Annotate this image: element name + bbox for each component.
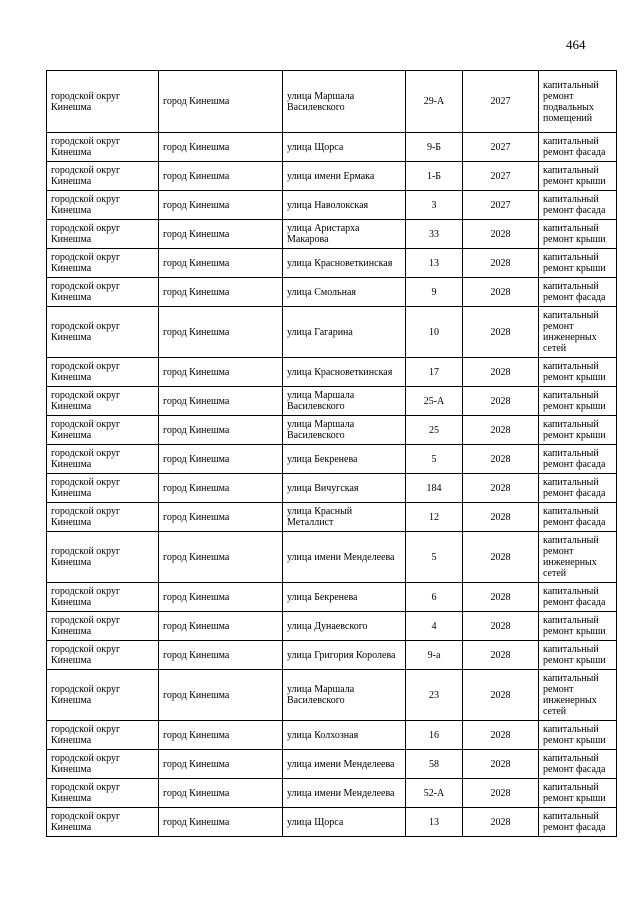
street-cell: улица Щорса [283, 133, 406, 162]
settlement-cell: город Кинешма [159, 503, 283, 532]
work-type-cell: капитальный ремонт крыши [539, 612, 617, 641]
street-cell: улица Наволокская [283, 191, 406, 220]
street-cell: улица Колхозная [283, 721, 406, 750]
work-type-cell: капитальный ремонт фасада [539, 503, 617, 532]
settlement-cell: город Кинешма [159, 641, 283, 670]
house-cell: 13 [406, 249, 463, 278]
street-cell: улица Маршала Василевского [283, 71, 406, 133]
district-cell: городской округ Кинешма [47, 445, 159, 474]
table-row [47, 416, 617, 445]
settlement-cell: город Кинешма [159, 416, 283, 445]
house-cell: 9-а [406, 641, 463, 670]
work-type-cell: капитальный ремонт крыши [539, 220, 617, 249]
work-type-cell: капитальный ремонт крыши [539, 162, 617, 191]
house-cell: 5 [406, 445, 463, 474]
district-cell: городской округ Кинешма [47, 532, 159, 583]
table-row [47, 474, 617, 503]
work-type-cell: капитальный ремонт фасада [539, 808, 617, 837]
district-cell: городской округ Кинешма [47, 612, 159, 641]
table-row [47, 750, 617, 779]
work-type-cell: капитальный ремонт фасада [539, 583, 617, 612]
street-cell: улица Бекренева [283, 583, 406, 612]
year-cell: 2028 [463, 670, 539, 721]
year-cell: 2028 [463, 612, 539, 641]
table-row [47, 220, 617, 249]
street-cell: улица Вичугская [283, 474, 406, 503]
house-cell: 17 [406, 358, 463, 387]
house-cell: 33 [406, 220, 463, 249]
district-cell: городской округ Кинешма [47, 779, 159, 808]
work-type-cell: капитальный ремонт крыши [539, 779, 617, 808]
table-row [47, 191, 617, 220]
table-row [47, 71, 617, 133]
street-cell: улица Красный Металлист [283, 503, 406, 532]
settlement-cell: город Кинешма [159, 278, 283, 307]
house-cell: 52-А [406, 779, 463, 808]
table-row [47, 445, 617, 474]
street-cell: улица Григория Королева [283, 641, 406, 670]
work-type-cell: капитальный ремонт фасада [539, 191, 617, 220]
street-cell: улица Красноветкинская [283, 249, 406, 278]
settlement-cell: город Кинешма [159, 162, 283, 191]
street-cell: улица Аристарха Макарова [283, 220, 406, 249]
settlement-cell: город Кинешма [159, 474, 283, 503]
table-row [47, 808, 617, 837]
year-cell: 2028 [463, 750, 539, 779]
house-cell: 25-А [406, 387, 463, 416]
year-cell: 2028 [463, 307, 539, 358]
year-cell: 2028 [463, 808, 539, 837]
year-cell: 2028 [463, 358, 539, 387]
settlement-cell: город Кинешма [159, 750, 283, 779]
year-cell: 2028 [463, 416, 539, 445]
repair-schedule-table [46, 70, 617, 837]
work-type-cell: капитальный ремонт крыши [539, 387, 617, 416]
work-type-cell: капитальный ремонт крыши [539, 641, 617, 670]
house-cell: 16 [406, 721, 463, 750]
house-cell: 9 [406, 278, 463, 307]
work-type-cell: капитальный ремонт крыши [539, 358, 617, 387]
street-cell: улица Маршала Василевского [283, 387, 406, 416]
year-cell: 2028 [463, 503, 539, 532]
district-cell: городской округ Кинешма [47, 750, 159, 779]
street-cell: улица Маршала Василевского [283, 670, 406, 721]
district-cell: городской округ Кинешма [47, 503, 159, 532]
street-cell: улица Бекренева [283, 445, 406, 474]
year-cell: 2028 [463, 721, 539, 750]
house-cell: 3 [406, 191, 463, 220]
work-type-cell: капитальный ремонт крыши [539, 721, 617, 750]
street-cell: улица Красноветкинская [283, 358, 406, 387]
settlement-cell: город Кинешма [159, 583, 283, 612]
settlement-cell: город Кинешма [159, 612, 283, 641]
settlement-cell: город Кинешма [159, 71, 283, 133]
work-type-cell: капитальный ремонт инженерных сетей [539, 670, 617, 721]
house-cell: 25 [406, 416, 463, 445]
settlement-cell: город Кинешма [159, 249, 283, 278]
district-cell: городской округ Кинешма [47, 474, 159, 503]
settlement-cell: город Кинешма [159, 532, 283, 583]
settlement-cell: город Кинешма [159, 133, 283, 162]
street-cell: улица Гагарина [283, 307, 406, 358]
year-cell: 2027 [463, 191, 539, 220]
year-cell: 2028 [463, 387, 539, 416]
work-type-cell: капитальный ремонт крыши [539, 416, 617, 445]
settlement-cell: город Кинешма [159, 808, 283, 837]
district-cell: городской округ Кинешма [47, 71, 159, 133]
house-cell: 13 [406, 808, 463, 837]
table-row [47, 249, 617, 278]
house-cell: 12 [406, 503, 463, 532]
street-cell: улица имени Менделеева [283, 779, 406, 808]
house-cell: 23 [406, 670, 463, 721]
settlement-cell: город Кинешма [159, 721, 283, 750]
settlement-cell: город Кинешма [159, 387, 283, 416]
street-cell: улица Дунаевского [283, 612, 406, 641]
year-cell: 2027 [463, 162, 539, 191]
table-row [47, 387, 617, 416]
house-cell: 6 [406, 583, 463, 612]
district-cell: городской округ Кинешма [47, 641, 159, 670]
table-row [47, 278, 617, 307]
work-type-cell: капитальный ремонт фасада [539, 750, 617, 779]
year-cell: 2028 [463, 583, 539, 612]
house-cell: 58 [406, 750, 463, 779]
work-type-cell: капитальный ремонт инженерных сетей [539, 307, 617, 358]
district-cell: городской округ Кинешма [47, 307, 159, 358]
house-cell: 9-Б [406, 133, 463, 162]
street-cell: улица Щорса [283, 808, 406, 837]
house-cell: 1-Б [406, 162, 463, 191]
settlement-cell: город Кинешма [159, 445, 283, 474]
settlement-cell: город Кинешма [159, 220, 283, 249]
year-cell: 2027 [463, 71, 539, 133]
table-row [47, 721, 617, 750]
work-type-cell: капитальный ремонт фасада [539, 474, 617, 503]
year-cell: 2027 [463, 133, 539, 162]
settlement-cell: город Кинешма [159, 670, 283, 721]
district-cell: городской округ Кинешма [47, 583, 159, 612]
district-cell: городской округ Кинешма [47, 358, 159, 387]
table-body [47, 71, 617, 837]
settlement-cell: город Кинешма [159, 358, 283, 387]
work-type-cell: капитальный ремонт подвальных помещений [539, 71, 617, 133]
house-cell: 5 [406, 532, 463, 583]
table-row [47, 612, 617, 641]
year-cell: 2028 [463, 532, 539, 583]
year-cell: 2028 [463, 474, 539, 503]
district-cell: городской округ Кинешма [47, 220, 159, 249]
street-cell: улица Маршала Василевского [283, 416, 406, 445]
settlement-cell: город Кинешма [159, 307, 283, 358]
table-row [47, 779, 617, 808]
page-number: 464 [566, 37, 586, 52]
district-cell: городской округ Кинешма [47, 387, 159, 416]
table-row [47, 641, 617, 670]
street-cell: улица имени Менделеева [283, 532, 406, 583]
district-cell: городской округ Кинешма [47, 162, 159, 191]
house-cell: 29-А [406, 71, 463, 133]
table-row [47, 503, 617, 532]
house-cell: 10 [406, 307, 463, 358]
street-cell: улица Смольная [283, 278, 406, 307]
table-row [47, 583, 617, 612]
work-type-cell: капитальный ремонт фасада [539, 133, 617, 162]
district-cell: городской округ Кинешма [47, 191, 159, 220]
year-cell: 2028 [463, 779, 539, 808]
year-cell: 2028 [463, 445, 539, 474]
table-row [47, 307, 617, 358]
table-row [47, 532, 617, 583]
district-cell: городской округ Кинешма [47, 278, 159, 307]
year-cell: 2028 [463, 249, 539, 278]
district-cell: городской округ Кинешма [47, 133, 159, 162]
work-type-cell: капитальный ремонт фасада [539, 445, 617, 474]
table-row [47, 162, 617, 191]
year-cell: 2028 [463, 220, 539, 249]
year-cell: 2028 [463, 641, 539, 670]
district-cell: городской округ Кинешма [47, 416, 159, 445]
district-cell: городской округ Кинешма [47, 808, 159, 837]
work-type-cell: капитальный ремонт фасада [539, 278, 617, 307]
district-cell: городской округ Кинешма [47, 249, 159, 278]
work-type-cell: капитальный ремонт крыши [539, 249, 617, 278]
house-cell: 184 [406, 474, 463, 503]
table-row [47, 358, 617, 387]
district-cell: городской округ Кинешма [47, 670, 159, 721]
street-cell: улица имени Ермака [283, 162, 406, 191]
table-row [47, 133, 617, 162]
settlement-cell: город Кинешма [159, 779, 283, 808]
district-cell: городской округ Кинешма [47, 721, 159, 750]
settlement-cell: город Кинешма [159, 191, 283, 220]
street-cell: улица имени Менделеева [283, 750, 406, 779]
work-type-cell: капитальный ремонт инженерных сетей [539, 532, 617, 583]
table-row [47, 670, 617, 721]
year-cell: 2028 [463, 278, 539, 307]
house-cell: 4 [406, 612, 463, 641]
